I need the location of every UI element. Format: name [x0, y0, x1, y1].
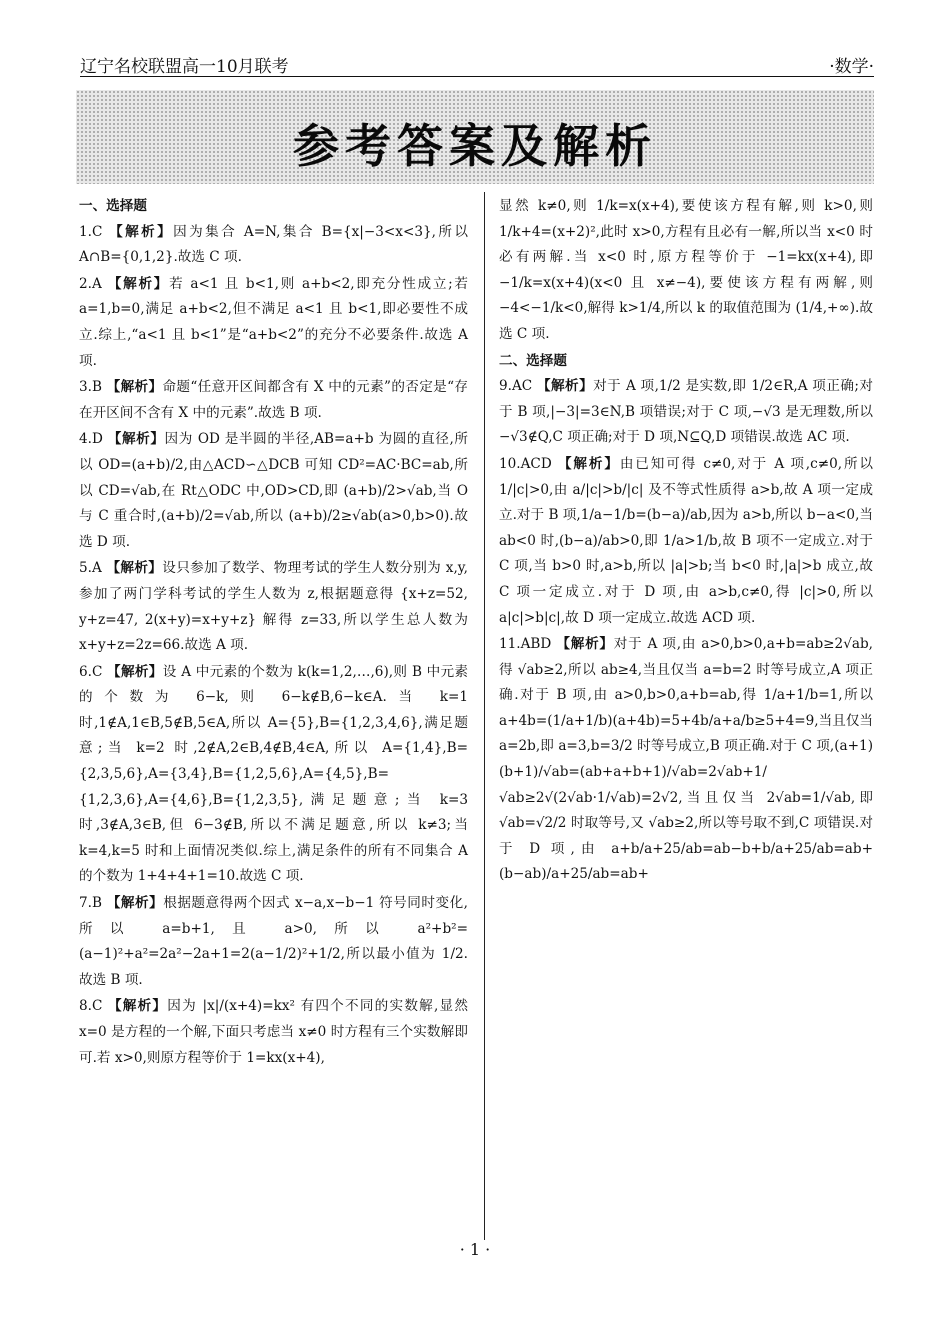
analysis-tag: 【解析】 — [107, 431, 165, 448]
left-answer-list — [79, 220, 468, 1072]
answer-item — [79, 891, 468, 993]
section-heading-1: 一、选择题 — [79, 198, 147, 214]
answer-number: 1.C — [79, 223, 103, 240]
answer-text: 因为 |x|/(x+4)=kx² 有四个不同的实数解,显然 x=0 是方程的一个解,下面只考虑当 x≠0 时方程有三个实数解即可.若 x>0,则原方程等价于 1=kx(x+4), — [79, 998, 468, 1066]
analysis-tag: 【解析】 — [107, 663, 163, 680]
answer-item — [79, 556, 468, 658]
answer-number: 7.B — [79, 895, 102, 912]
answer-number: 10.ACD — [499, 455, 552, 472]
answer-item — [499, 632, 873, 888]
right-answer-list — [499, 374, 873, 888]
analysis-tag: 【解析】 — [107, 275, 170, 292]
section-heading-2: 二、选择题 — [499, 352, 567, 369]
title-banner — [76, 90, 874, 184]
answer-text: 对于 A 项,1/2 是实数,即 1/2∈R,A 项正确;对于 B 项,|−3|=3∈N,B 项错误;对于 C 项,−√3 是无理数,所以 −√3∉Q,C 项正确;对于 D 项,N⊆Q,D 项错误.故选 AC 项. — [499, 378, 874, 446]
answer-text: 命题“任意开区间都含有 X 中的元素”的否定是“存在开区间不含有 X 中的元素”.故选 B 项. — [79, 379, 469, 421]
analysis-tag: 【解析】 — [536, 378, 594, 395]
page-number: · 1 · — [459, 1240, 491, 1259]
answer-text: 因为集合 A=N,集合 B={x|−3<x<3},所以 A∩B={0,1,2}.故选 C 项. — [79, 223, 468, 266]
continued-answer: 显然 k≠0,则 1/k=x(x+4),要使该方程有解,则 k>0,则 1/k+4=(x+2)²,此时 x>0,方程有且必有一解,所以当 x<0 时必有两解.当 x<0 时,原方程等价于 −1=kx(x+4),即 −1/k=x(x+4)(x<0 且 x≠−4),要使该方程有两解,则 −4<−1/k<0,解得 k>1/4,所以 k 的取值范围为 (1/4,+∞).故选 C 项. — [499, 198, 873, 342]
answer-item — [79, 994, 468, 1071]
analysis-tag: 【解析】 — [106, 379, 163, 396]
answer-text: 因为 OD 是半圆的半径,AB=a+b 为圆的直径,所以 OD=(a+b)/2,由△ACD∽△DCB 可知 CD²=AC·BC=ab,所以 CD=√ab,在 Rt△ODC 中,OD>CD,即 (a+b)/2>√ab,当 O 与 C 重合时,(a+b)/2=√ab,所以 (a+b)/2≥√ab(a>0,b>0).故选 D 项. — [79, 431, 468, 550]
analysis-tag: 【解析】 — [107, 998, 168, 1015]
header-title: 辽宁名校联盟高一10月联考 — [80, 57, 289, 77]
header-rule — [80, 76, 874, 77]
answer-text: 根据题意得两个因式 x−a,x−b−1 符号同时变化,所以 a=b+1,且 a>0,所以 a²+b²=(a−1)²+a²=2a²−2a+1=2(a−1/2)²+1/2,所以最小值为 1/2.故选 B 项. — [79, 895, 468, 988]
page-header — [80, 52, 874, 76]
answer-item — [79, 272, 468, 374]
answer-text: 设 A 中元素的个数为 k(k=1,2,…,6),则 B 中元素的个数为 6−k,则 6−k∉B,6−k∈A.当 k=1 时,1∉A,1∈B,5∉B,5∈A,所以 A={5},B={1,2,3,4,6},满足题意;当 k=2 时,2∉A,2∈B,4∉B,4∈A,所以 A={1,4},B={2,3,5,6},A={3,4},B={1,2,5,6},A={4,5},B={1,2,3,6},A={4,6},B={1,2,3,5},满足题意;当 k=3 时,3∉A,3∈B,但 6−3∉B,所以不满足题意,所以 k≠3;当 k=4,k=5 时和上面情况类似.综上,满足条件的所有不同集合 A 的个数为 1+4+4+1=10.故选 C 项. — [79, 663, 469, 885]
answer-item — [79, 427, 468, 555]
answer-item — [79, 375, 468, 426]
answer-number: 8.C — [79, 998, 103, 1015]
answer-item — [499, 374, 873, 451]
answer-item — [499, 452, 873, 631]
analysis-tag: 【解析】 — [106, 560, 163, 577]
column-divider — [484, 192, 485, 1240]
answer-number: 4.D — [79, 431, 103, 448]
answer-text: 由已知可得 c≠0,对于 A 项,c≠0,所以 1/|c|>0,由 a/|c|>b/|c| 及不等式性质得 a>b,故 A 项一定成立.对于 B 项,1/a−1/b=(b−a)/ab,因为 a>b,所以 b−a<0,当 ab<0 时,(b−a)/ab>0,即 1/a>1/b,故 B 项不一定成立.对于 C 项,当 b>0 时,a>b,所以 |a|>b;当 b<0 时,|a|>b 成立,故 C 项一定成立.对于 D 项,由 a>b,c≠0,得 |c|>0,所以 a|c|>b|c|,故 D 项一定成立.故选 ACD 项. — [499, 455, 874, 626]
right-column — [499, 194, 873, 889]
analysis-tag: 【解析】 — [106, 895, 164, 912]
answer-number: 2.A — [79, 275, 102, 292]
answer-item — [79, 220, 468, 271]
left-column — [79, 194, 468, 1072]
answer-number: 6.C — [79, 663, 103, 680]
answer-text: 若 a<1 且 b<1,则 a+b<2,即充分性成立;若 a=1,b=0,满足 a+b<2,但不满足 a<1 且 b<1,即必要性不成立.综上,“a<1 且 b<1”是“a+b<2”的充分不必要条件.故选 A 项. — [79, 275, 469, 369]
answer-number: 5.A — [79, 560, 102, 577]
analysis-tag: 【解析】 — [556, 636, 614, 653]
analysis-tag: 【解析】 — [109, 223, 174, 240]
answer-number: 9.AC — [499, 378, 533, 395]
answer-text: 设只参加了数学、物理考试的学生人数分别为 x,y,参加了两门学科考试的学生人数为 z,根据题意得 {x+z=52, y+z=47, 2(x+y)=x+y+z} 解得 z=33,所以学生总人数为 x+y+z=2z=66.故选 A 项. — [79, 560, 468, 654]
banner-title: 参考答案及解析 — [293, 119, 657, 173]
answer-number: 11.ABD — [499, 636, 552, 653]
answer-text: 对于 A 项,由 a>0,b>0,a+b=ab≥2√ab,得 √ab≥2,所以 ab≥4,当且仅当 a=b=2 时等号成立,A 项正确.对于 B 项,由 a>0,b>0,a+b=ab,得 1/a+1/b=1,所以 a+4b=(1/a+1/b)(a+4b)=5+4b/a+a/b≥5+4=9,当且仅当 a=2b,即 a=3,b=3/2 时等号成立,B 项正确.对于 C 项,(a+1)(b+1)/√ab=(ab+a+b+1)/√ab=2√ab+1/√ab≥2√(2√ab·1/√ab)=2√2,当且仅当 2√ab=1/√ab,即 √ab=√2/2 时取等号,又 √ab≥2,所以等号取不到,C 项错误.对于 D 项,由 a+b/a+25/ab=ab−b+b/a+25/ab=ab+(b−ab)/a+25/ab=ab+ — [499, 636, 874, 883]
analysis-tag: 【解析】 — [557, 455, 620, 472]
answer-item — [79, 660, 468, 890]
header-subject: ·数学· — [829, 57, 874, 77]
answer-number: 3.B — [79, 379, 102, 396]
